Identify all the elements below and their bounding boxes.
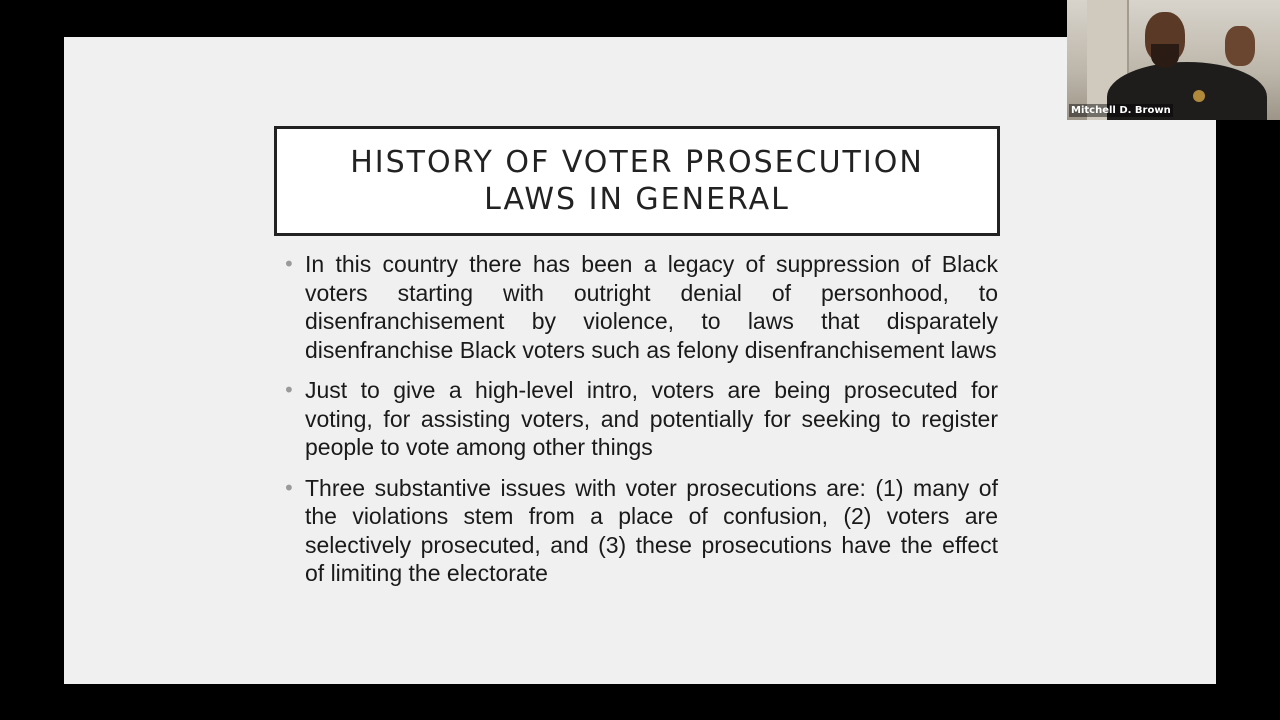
slide-bullet-text: In this country there has been a legacy of suppression of Black voters starting with outright denial of personhood, to disenfranchisement by violence, to laws that disparately disenfranchise Black voters such as felony disenfranchisement laws bbox=[305, 251, 998, 363]
participant-video-tile[interactable] bbox=[1067, 0, 1280, 120]
slide-bullet bbox=[278, 250, 998, 364]
participant-name-label: Mitchell D. Brown bbox=[1071, 105, 1171, 116]
participant-beard bbox=[1151, 44, 1179, 68]
slide-bullet bbox=[278, 376, 998, 462]
participant-hand bbox=[1225, 26, 1255, 66]
bullet-dot-icon: • bbox=[283, 378, 295, 402]
slide-title-line-1: HISTORY OF VOTER PROSECUTION bbox=[350, 145, 924, 180]
badge-icon bbox=[1193, 90, 1205, 102]
slide-bullet-list bbox=[278, 250, 998, 600]
slide-title-line-2: LAWS IN GENERAL bbox=[484, 182, 790, 217]
slide-bullet bbox=[278, 474, 998, 588]
shared-slide bbox=[64, 37, 1216, 684]
slide-title bbox=[317, 144, 957, 218]
slide-bullet-text: Three substantive issues with voter prosecutions are: (1) many of the violations stem from a place of confusion, (2) voters are selectively prosecuted, and (3) these prosecutions have the effect of limiting the electorate bbox=[305, 474, 998, 586]
bullet-dot-icon: • bbox=[283, 475, 295, 500]
bullet-dot-icon: • bbox=[283, 252, 295, 276]
slide-bullet-text: Just to give a high-level intro, voters are being prosecuted for voting, for assisting voters, and potentially for seeking to register people to vote among other things bbox=[305, 377, 998, 460]
slide-title-box bbox=[274, 126, 1000, 236]
